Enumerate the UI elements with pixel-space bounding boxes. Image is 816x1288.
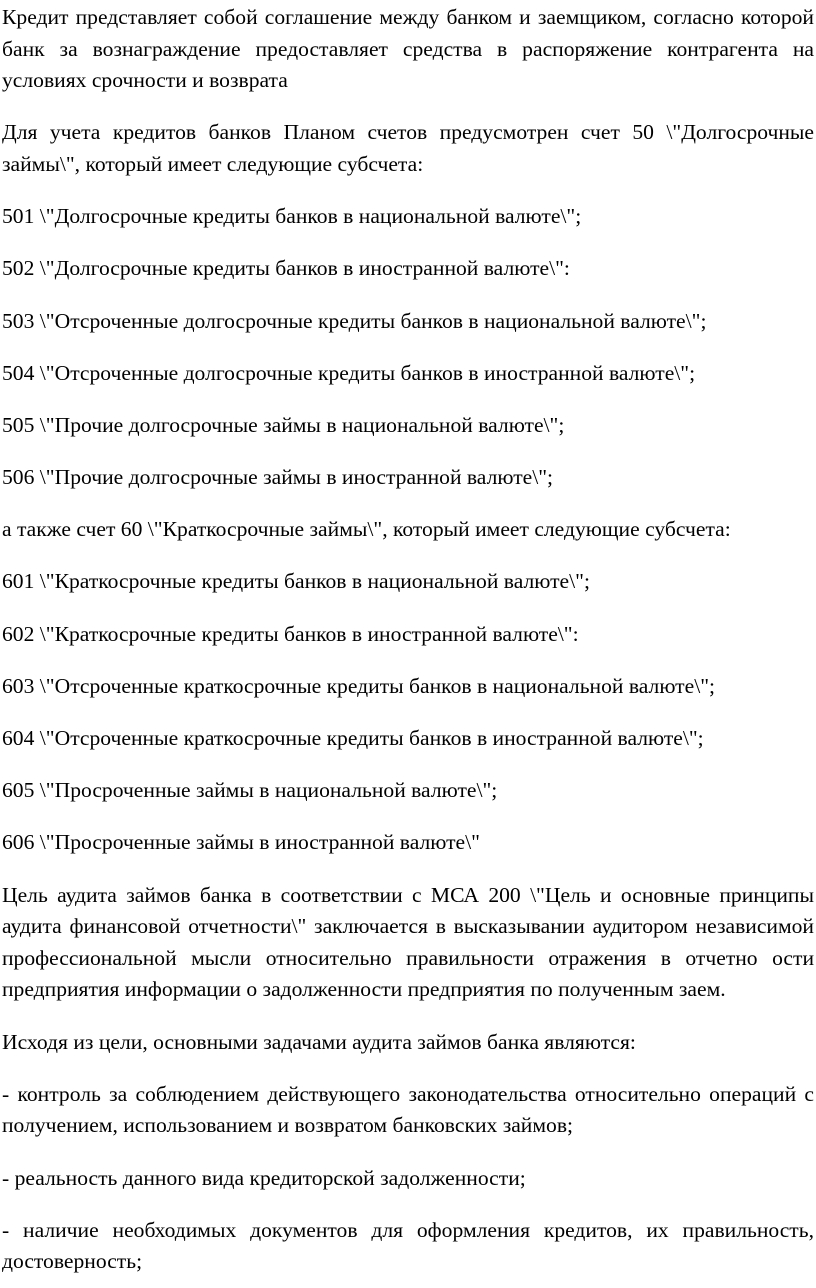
paragraph-account-50-intro: Для учета кредитов банков Планом счетов предусмотрен счет 50 \"Долгосрочные займы\", который имеет следующие субсчета:: [2, 120, 814, 176]
subaccount-505: 505 \"Прочие долгосрочные займы в национальной валюте\";: [2, 412, 565, 437]
subaccount-504: 504 \"Отсроченные долгосрочные кредиты банков в иностранной валюте\";: [2, 360, 696, 385]
subaccount-603: 603 \"Отсроченные краткосрочные кредиты банков в национальной валюте\";: [2, 673, 716, 698]
paragraph-audit-tasks-intro: Исходя из цели, основными задачами аудита займов банка являются:: [2, 1029, 636, 1054]
paragraph-audit-goal: Цель аудита займов банка в соответствии с МСА 200 \"Цель и основные принципы аудита финансовой отчетности\" заключается в высказывании аудитором независимой профессиональной мысли относительно правильности отражения в отчетно ости предприятия информации о задолженности предприятия по полученным заем.: [2, 882, 814, 1002]
subaccount-606: 606 \"Просроченные займы в иностранной валюте\": [2, 830, 480, 855]
subaccount-502: 502 \"Долгосрочные кредиты банков в иностранной валюте\":: [2, 256, 570, 281]
subaccount-604: 604 \"Отсроченные краткосрочные кредиты банков в иностранной валюте\";: [2, 726, 704, 751]
subaccount-601: 601 \"Краткосрочные кредиты банков в национальной валюте\";: [2, 569, 590, 594]
paragraph-credit-definition: Кредит представляет собой соглашение между банком и заемщиком, согласно которой банк за вознаграждение предоставляет средства в распоряжение контрагента на условиях срочности и возврата: [2, 5, 814, 93]
paragraph-account-60-intro: а также счет 60 \"Краткосрочные займы\", который имеет следующие субсчета:: [2, 517, 731, 542]
subaccount-605: 605 \"Просроченные займы в национальной валюте\";: [2, 778, 498, 803]
list-item-legislation-control: - контроль за соблюдением действующего законодательства относительно операций с получением, использованием и возвратом банковских займов;: [2, 1081, 814, 1138]
list-item-documents: - наличие необходимых документов для оформления кредитов, их правильность, достоверность;: [2, 1217, 814, 1274]
subaccount-602: 602 \"Краткосрочные кредиты банков в иностранной валюте\":: [2, 621, 579, 646]
subaccount-506: 506 \"Прочие долгосрочные займы в иностранной валюте\";: [2, 465, 554, 490]
subaccount-501: 501 \"Долгосрочные кредиты банков в национальной валюте\";: [2, 204, 582, 229]
subaccount-503: 503 \"Отсроченные долгосрочные кредиты банков в национальной валюте\";: [2, 308, 707, 333]
list-item-debt-reality: - реальность данного вида кредиторской задолженности;: [2, 1165, 526, 1190]
